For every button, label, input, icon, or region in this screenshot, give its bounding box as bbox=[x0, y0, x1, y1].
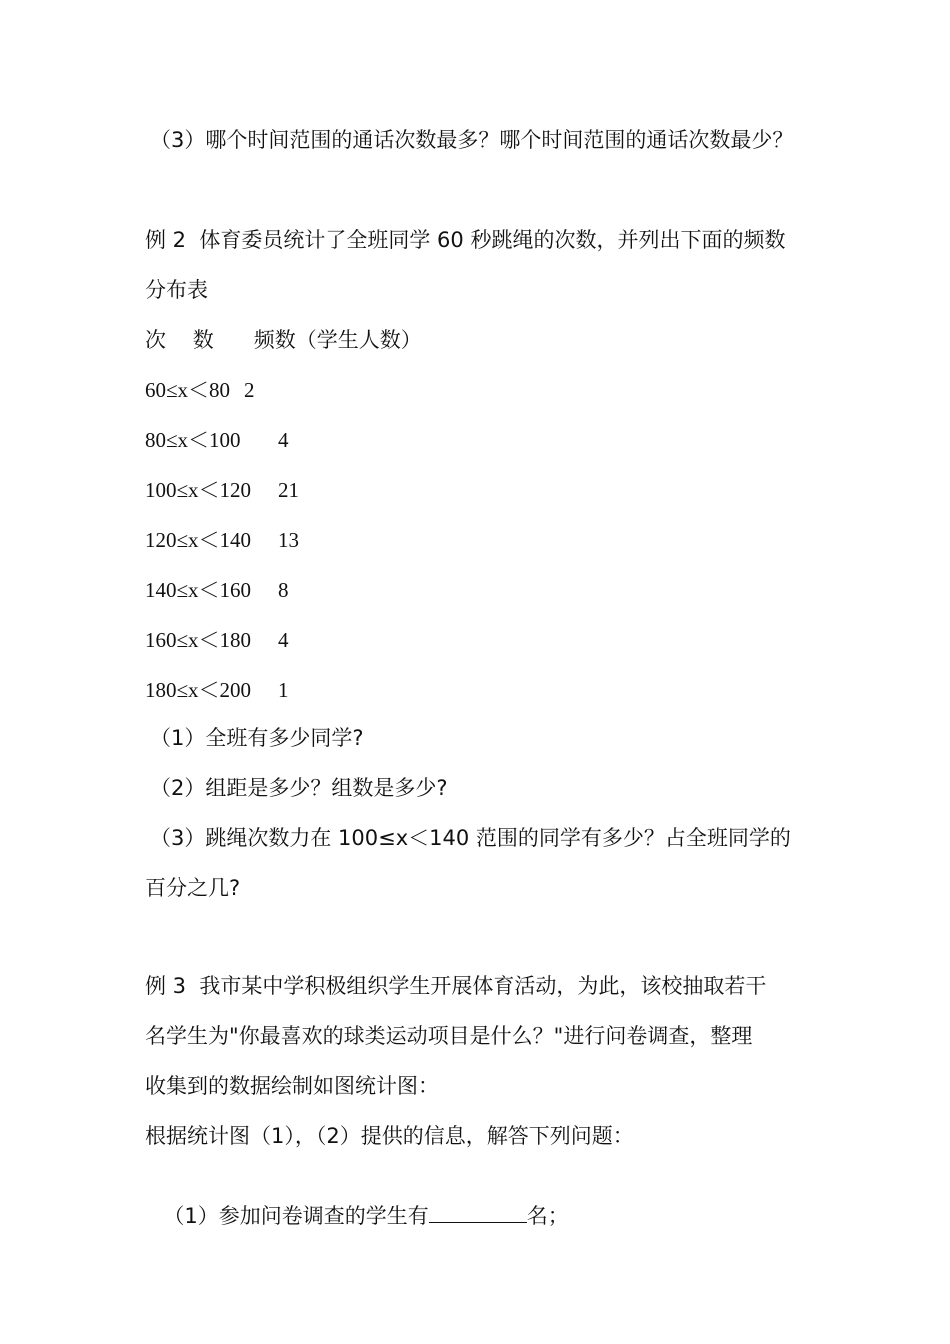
table-row-range: 120≤x＜140 bbox=[145, 528, 252, 552]
example2-intro-line1: 例 2 体育委员统计了全班同学 60 秒跳绳的次数，并列出下面的频数 bbox=[145, 228, 786, 252]
table-row-freq: 8 bbox=[278, 578, 289, 602]
table-row-freq: 4 bbox=[278, 428, 289, 452]
example2-question-3-line1: （3）跳绳次数力在 100≤x＜140 范围的同学有多少？占全班同学的 bbox=[150, 826, 791, 850]
example2-question-3-line2: 百分之几? bbox=[145, 876, 241, 900]
question-1-prefix: （1）参加问卷调查的学生有 bbox=[163, 1204, 429, 1228]
example3-line4: 根据统计图（1），（2）提供的信息，解答下列问题： bbox=[145, 1124, 634, 1148]
table-row-range: 80≤x＜100 bbox=[145, 428, 241, 452]
example2-question-2: （2）组距是多少？组数是多少? bbox=[150, 776, 448, 800]
table-row-range: 100≤x＜120 bbox=[145, 478, 252, 502]
frequency-table-header: 次 数 频数（学生人数） bbox=[145, 328, 422, 352]
example3-line2: 名学生为"你最喜欢的球类运动项目是什么？"进行问卷调查，整理 bbox=[145, 1024, 753, 1048]
table-row-freq: 21 bbox=[278, 478, 299, 502]
example3-line3: 收集到的数据绘制如图统计图： bbox=[145, 1074, 439, 1098]
question-1-suffix: 名； bbox=[526, 1204, 569, 1228]
table-row-range: 160≤x＜180 bbox=[145, 628, 252, 652]
table-row-range: 140≤x＜160 bbox=[145, 578, 252, 602]
table-row-range: 180≤x＜200 bbox=[145, 678, 252, 702]
example3-question-1 bbox=[150, 1172, 569, 1230]
answer-blank[interactable] bbox=[429, 1200, 527, 1223]
table-row-range: 60≤x＜80 bbox=[145, 378, 231, 402]
table-row-freq: 13 bbox=[278, 528, 299, 552]
table-row-freq: 4 bbox=[278, 628, 289, 652]
previous-question-3: （3）哪个时间范围的通话次数最多？哪个时间范围的通话次数最少？ bbox=[150, 128, 794, 152]
table-row-freq: 1 bbox=[278, 678, 289, 702]
table-row-freq: 2 bbox=[244, 378, 255, 402]
example3-line1: 例 3 我市某中学积极组织学生开展体育活动，为此，该校抽取若干 bbox=[145, 974, 767, 998]
example2-question-1: （1）全班有多少同学? bbox=[150, 726, 364, 750]
example2-intro-line2: 分布表 bbox=[145, 278, 208, 302]
